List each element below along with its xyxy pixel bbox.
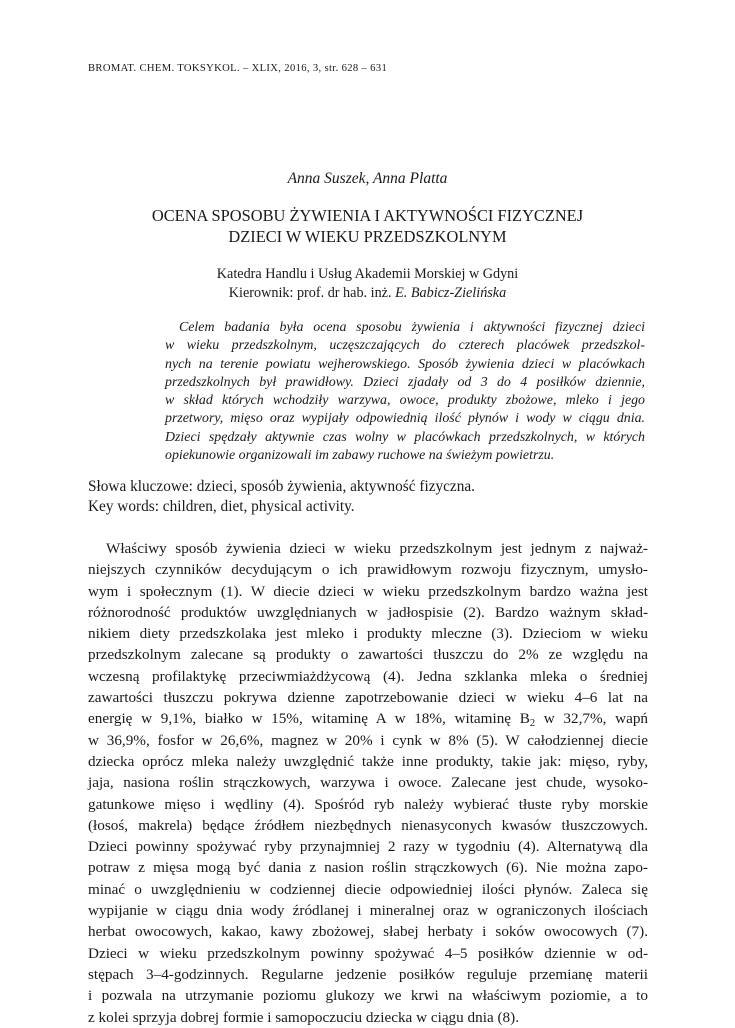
body-line: w 36,9%, fosfor w 26,6%, magnez w 20% i cynk w 8% (5). W całodziennej diecie bbox=[88, 731, 648, 749]
head-name: E. Babicz-Zielińska bbox=[395, 285, 507, 301]
subscript: 2 bbox=[529, 718, 536, 730]
abstract bbox=[165, 319, 645, 465]
body-line: minać o uwzględnieniu w codziennej diecie odpowiedniej ilości płynów. Zaleca się bbox=[88, 880, 648, 898]
body-line: wczesną profilaktykę przeciwmiażdżycową (4). Jedna szklanka mleka o średniej bbox=[88, 667, 648, 685]
body-line: zawartości tłuszczu pokrywa dzienne zapotrzebowanie dzieci w wieku 4–6 lat na bbox=[88, 689, 648, 707]
body-line: wypijanie w ciągu dnia wody źródlanej i mineralnej oraz w ograniczonych ilościach bbox=[88, 902, 648, 920]
body-line: wym i społecznym (1). W diecie dzieci w wieku przedszkolnym bardzo ważna jest bbox=[88, 582, 648, 600]
affiliation bbox=[0, 265, 735, 303]
body-line: Właściwy sposób żywienia dzieci w wieku przedszkolnym jest jednym z najważ- bbox=[106, 540, 648, 557]
body-line: Dzieci powinny spożywać ryby przynajmniej 2 razy w tygodniu (4). Alternatywą dla bbox=[88, 838, 648, 856]
authors: Anna Suszek, Anna Platta bbox=[287, 170, 448, 187]
abstract-line: przedszkolnych był prawidłowy. Dzieci zjadały od 3 do 4 posiłków dziennie, bbox=[165, 374, 645, 390]
abstract-line: Celem badania była ocena sposobu żywienia i aktywności fizycznej dzieci bbox=[179, 320, 645, 335]
title-line-1: OCENA SPOSOBU ŻYWIENIA I AKTYWNOŚCI FIZYCZNEJ bbox=[151, 206, 584, 225]
body-line-part: energię w 9,1%, białko w 15%, witaminę A w 18%, witaminę B bbox=[88, 710, 530, 728]
department: Katedra Handlu i Usług Akademii Morskiej w Gdyni bbox=[216, 266, 519, 282]
head-prefix: Kierownik: prof. dr hab. inż. bbox=[228, 285, 396, 301]
body-paragraph bbox=[88, 538, 648, 1028]
body-line: z kolei sprzyja dobrej formie i samopoczuciu dziecka w ciągu dnia (8). bbox=[88, 1008, 519, 1026]
abstract-line: Dzieci spędzały aktywnie czas wolny w placówkach przedszkolnych, w których bbox=[165, 429, 645, 445]
body-line: przedszkolnym zalecane są produkty o zawartości tłuszczu do 2% ze względu na bbox=[88, 646, 648, 664]
keywords-pl: Słowa kluczowe: dzieci, sposób żywienia, aktywność fizyczna. bbox=[88, 478, 475, 495]
abstract-line: nych na terenie powiatu wejherowskiego. Sposób żywienia dzieci w placówkach bbox=[165, 356, 645, 372]
body-line: gatunkowe mięso i wędliny (4). Spośród ryb należy wybierać tłuste ryby morskie bbox=[88, 795, 648, 813]
body-line: niejszych czynników decydującym o ich prawidłowym rozwoju fizycznym, umysło- bbox=[88, 561, 648, 579]
body-line: Dzieci w wieku przedszkolnym powinny spożywać 4–5 posiłków dziennie w od- bbox=[88, 944, 648, 962]
keywords-en: Key words: children, diet, physical activity. bbox=[88, 498, 355, 515]
body-line: nikiem diety przedszkolaka jest mleko i produkty mleczne (3). Dzieciom w wieku bbox=[88, 625, 648, 643]
department-head bbox=[0, 284, 735, 303]
title-line-2: DZIECI W WIEKU PRZEDSZKOLNYM bbox=[228, 227, 507, 246]
body-line: stępach 3–4-godzinnych. Regularne jedzenie posiłków reguluje przemianę materii bbox=[88, 965, 648, 983]
body-line-with-subscript bbox=[88, 708, 648, 729]
body-line: różnorodność produktów uwzględnianych w jadłospisie (2). Bardzo ważnym skład- bbox=[88, 603, 648, 621]
abstract-line: w wieku przedszkolnym, uczęszczających do czterech placówek przedszkol- bbox=[165, 338, 645, 354]
body-line: i pozwala na utrzymanie poziomu glukozy we krwi na właściwym poziomie, a to bbox=[88, 987, 648, 1005]
body-line: dziecka oprócz mleka należy uwzględnić także inne produkty, takie jak: mięso, ryby, bbox=[88, 752, 648, 770]
body-line: jaja, nasiona roślin strączkowych, warzywa i owoce. Zalecane jest chude, wysoko- bbox=[88, 774, 648, 792]
keywords bbox=[88, 477, 475, 517]
body-line: (łosoś, makrela) będące źródłem niezbędnych nienasyconych kwasów tłuszczowych. bbox=[88, 816, 648, 834]
running-head: BROMAT. CHEM. TOKSYKOL. – XLIX, 2016, 3, str. 628 – 631 bbox=[88, 63, 388, 74]
abstract-line: w skład których wchodziły warzywa, owoce, produkty zbożowe, mleko i jego bbox=[165, 393, 645, 409]
article-title bbox=[0, 205, 735, 247]
body-line: herbat owocowych, kakao, kawy zbożowej, słabej herbaty i soków owocowych (7). bbox=[88, 923, 648, 941]
body-line: potraw z mięsa mogą być dania z nasion roślin strączkowych (6). Nie można zapo- bbox=[88, 859, 648, 877]
body-line-part: w 32,7%, wapń bbox=[535, 710, 649, 728]
abstract-line: opiekunowie organizowali im zabawy ruchowe na świeżym powietrzu. bbox=[165, 448, 555, 464]
abstract-line: przetwory, mięso oraz wypijały odpowiednią ilość płynów i wody w ciągu dnia. bbox=[165, 411, 645, 427]
